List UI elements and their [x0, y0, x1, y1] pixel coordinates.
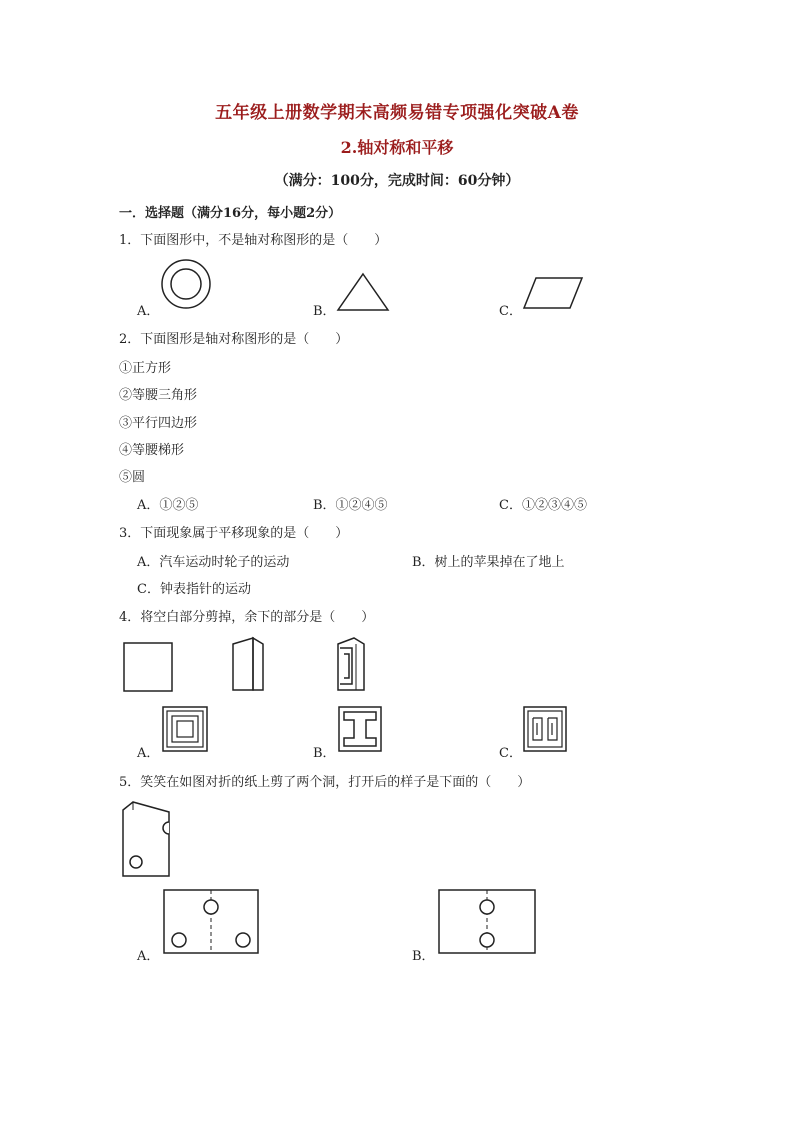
question-2-text: 2．下面图形是轴对称图形的是（ ）: [119, 332, 349, 347]
q2-item-1: ①正方形: [119, 361, 172, 376]
question-5-text: 5．笑笑在如图对折的纸上剪了两个洞，打开后的样子是下面的（ ）: [119, 775, 531, 790]
i-beam-shape-icon: [338, 706, 382, 752]
concentric-circles-icon: [160, 258, 212, 310]
folded-cut-paper-icon: [336, 636, 366, 692]
q3-option-a[interactable]: A．汽车运动时轮子的运动: [137, 555, 290, 570]
q2-option-a[interactable]: A．①②⑤: [137, 498, 199, 513]
q1-option-c-label[interactable]: C．: [499, 304, 522, 319]
question-4-text: 4．将空白部分剪掉，余下的部分是（ ）: [119, 610, 375, 625]
section-heading: 一．选择题（满分16分，每小题2分）: [119, 206, 342, 221]
q3-option-b[interactable]: B．树上的苹果掉在了地上: [412, 555, 565, 570]
q4-option-b-label[interactable]: B．: [313, 746, 336, 761]
two-holes-rectangle-icon: [438, 889, 536, 955]
q3-option-c[interactable]: C．钟表指针的运动: [137, 582, 251, 597]
double-notch-shape-icon: [523, 706, 567, 752]
q5-option-b-label[interactable]: B．: [412, 949, 435, 964]
square-paper-icon: [123, 642, 173, 692]
q2-item-5: ⑤圆: [119, 470, 146, 485]
q4-option-c-label[interactable]: C．: [499, 746, 522, 761]
score-time-note: （满分：100分，完成时间：60分钟）: [274, 173, 520, 189]
parallelogram-icon: [522, 276, 584, 310]
q2-option-b[interactable]: B．①②④⑤: [313, 498, 388, 513]
q2-item-4: ④等腰梯形: [119, 443, 185, 458]
q2-item-3: ③平行四边形: [119, 416, 198, 431]
q1-option-b-label[interactable]: B．: [313, 304, 336, 319]
q2-option-c[interactable]: C．①②③④⑤: [499, 498, 587, 513]
triangle-icon: [336, 272, 390, 312]
q5-option-a-label[interactable]: A．: [137, 949, 160, 964]
three-holes-rectangle-icon: [163, 889, 259, 955]
q4-option-a-label[interactable]: A．: [137, 746, 160, 761]
document-title: 五年级上册数学期末高频易错专项强化突破A卷: [215, 103, 579, 123]
folded-paper-icon: [231, 636, 265, 692]
q2-item-2: ②等腰三角形: [119, 388, 198, 403]
q1-option-a-label[interactable]: A．: [137, 304, 160, 319]
document-subtitle: 2.轴对称和平移: [340, 138, 454, 157]
square-frame-icon: [162, 706, 208, 752]
question-3-text: 3．下面现象属于平移现象的是（ ）: [119, 526, 349, 541]
folded-paper-with-holes-icon: [121, 800, 171, 878]
question-1-text: 1．下面图形中，不是轴对称图形的是（ ）: [119, 233, 388, 248]
